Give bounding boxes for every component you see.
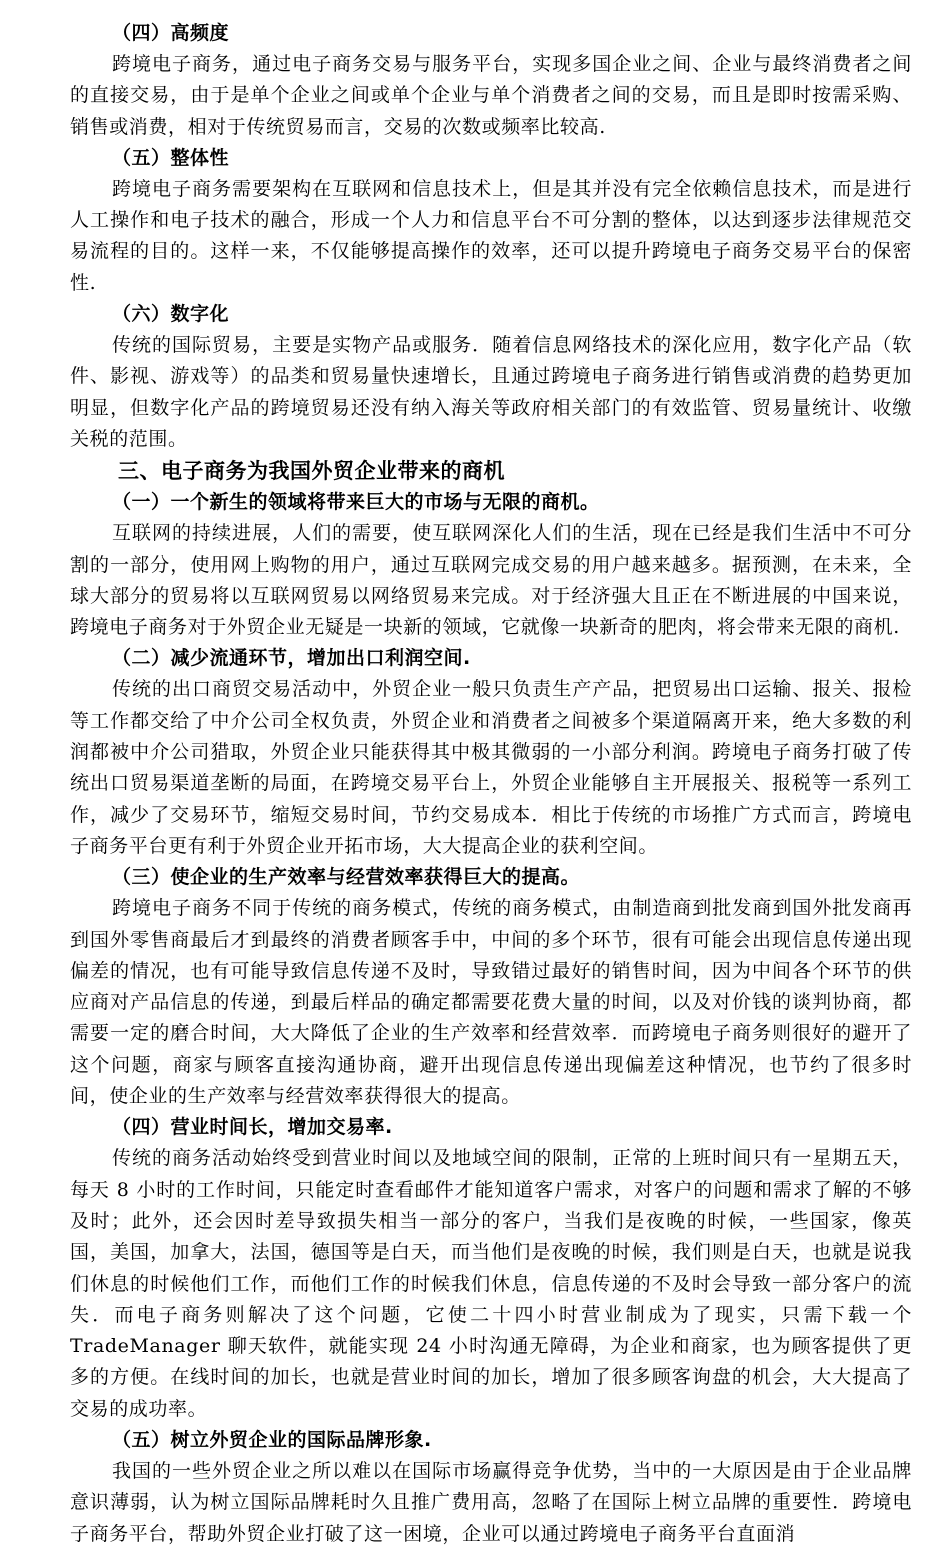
section-heading-reduce-circulation: （二）减少流通环节，增加出口利润空间. bbox=[112, 647, 471, 670]
paragraph-digitalization: 传统的国际贸易，主要是实物产品或服务．随着信息网络技术的深化应用，数字化产品（软件、影视、游戏等）的品类和贸易量快速增长，且通过跨境电子商务进行销售或消费的趋势更加明显，但数字化产品的跨境贸易还没有纳入海关等政府相关部门的有效监管、贸易量统计、收缴关税的范围。 bbox=[70, 334, 912, 450]
section-heading-new-field: （一）一个新生的领域将带来巨大的市场与无限的商机。 bbox=[112, 491, 600, 514]
paragraph-efficiency: 跨境电子商务不同于传统的商务模式，传统的商务模式，由制造商到批发商到国外批发商再到国外零售商最后才到最终的消费者顾客手中，中间的多个环节，很有可能会出现信息传递出现偏差的情况，也有可能导致信息传递不及时，导致错过最好的销售时间，因为中间各个环节的供应商对产品信息的传递，到最后样品的确定都需要花费大量的时间，以及对价钱的谈判协商，都需要一定的磨合时间，大大降低了企业的生产效率和经营效率．而跨境电子商务则很好的避开了这个问题，商家与顾客直接沟通协商，避开出现信息传递出现偏差这种情况，也节约了很多时间，使企业的生产效率与经营效率获得很大的提高。 bbox=[70, 897, 912, 1108]
section-heading-integrity: （五）整体性 bbox=[112, 146, 230, 169]
section-heading-digitalization: （六）数字化 bbox=[112, 303, 230, 326]
section-heading-high-frequency: （四）高频度 bbox=[112, 22, 230, 44]
paragraph-new-field: 互联网的持续进展，人们的需要，使互联网深化人们的生活，现在已经是我们生活中不可分割的一部分，使用网上购物的用户，通过互联网完成交易的用户越来越多。据预测，在未来，全球大部分的贸易将以互联网贸易以网络贸易来完成。对于经济强大且正在不断进展的中国来说，跨境电子商务对于外贸企业无疑是一块新的领域，它就像一块新奇的肥肉，将会带来无限的商机. bbox=[70, 522, 912, 639]
section-heading-business-hours: （四）营业时间长，增加交易率. bbox=[112, 1116, 393, 1139]
paragraph-high-frequency: 跨境电子商务，通过电子商务交易与服务平台，实现多国企业之间、企业与最终消费者之间的直接交易，由于是单个企业之间或单个企业与单个消费者之间的交易，而且是即时按需采购、销售或消费，相对于传统贸易而言，交易的次数或频率比较高. bbox=[70, 53, 912, 138]
chapter-heading-opportunities: 三、电子商务为我国外贸企业带来的商机 bbox=[118, 459, 505, 484]
paragraph-integrity: 跨境电子商务需要架构在互联网和信息技术上，但是其并没有完全依赖信息技术，而是进行人工操作和电子技术的融合，形成一个人力和信息平台不可分割的整体，以达到逐步法律规范交易流程的目的。这样一来，不仅能够提高操作的效率，还可以提升跨境电子商务交易平台的保密性. bbox=[70, 177, 912, 294]
paragraph-brand-image: 我国的一些外贸企业之所以难以在国际市场赢得竞争优势，当中的一大原因是由于企业品牌意识薄弱，认为树立国际品牌耗时久且推广费用高，忽略了在国际上树立品牌的重要性．跨境电子商务平台，帮助外贸企业打破了这一困境，企业可以通过跨境电子商务平台直面消 bbox=[70, 1459, 912, 1545]
document-page bbox=[70, 18, 912, 1550]
section-heading-brand-image: （五）树立外贸企业的国际品牌形象. bbox=[112, 1428, 432, 1451]
paragraph-business-hours: 传统的商务活动始终受到营业时间以及地域空间的限制，正常的上班时间只有一星期五天，每天 8 小时的工作时间，只能定时查看邮件才能知道客户需求，对客户的问题和需求了解的不够及时；此外，还会因时差导致损失相当一部分的客户，当我们是夜晚的时候，一些国家，像英国，美国，加拿大，法国，德国等是白天，而当他们是夜晚的时候，我们则是白天，也就是说我们休息的时候他们工作，而他们工作的时候我们休息，信息传递的不及时会导致一部分客户的流失．而电子商务则解决了这个问题，它使二十四小时营业制成为了现实，只需下载一个 TradeManager 聊天软件，就能实现 24 小时沟通无障碍，为企业和商家，也为顾客提供了更多的方便。在线时间的加长，也就是营业时间的加长，增加了很多顾客询盘的机会，大大提高了交易的成功率。 bbox=[70, 1147, 912, 1420]
section-heading-efficiency: （三）使企业的生产效率与经营效率获得巨大的提高。 bbox=[112, 866, 581, 889]
paragraph-reduce-circulation: 传统的出口商贸交易活动中，外贸企业一般只负责生产产品，把贸易出口运输、报关、报检等工作都交给了中介公司全权负责，外贸企业和消费者之间被多个渠道隔离开来，绝大多数的利润都被中介公司猎取，外贸企业只能获得其中极其微弱的一小部分利润。跨境电子商务打破了传统出口贸易渠道垄断的局面，在跨境交易平台上，外贸企业能够自主开展报关、报税等一系列工作，减少了交易环节，缩短交易时间，节约交易成本．相比于传统的市场推广方式而言，跨境电子商务平台更有利于外贸企业开拓市场，大大提高企业的获利空间。 bbox=[70, 678, 912, 857]
